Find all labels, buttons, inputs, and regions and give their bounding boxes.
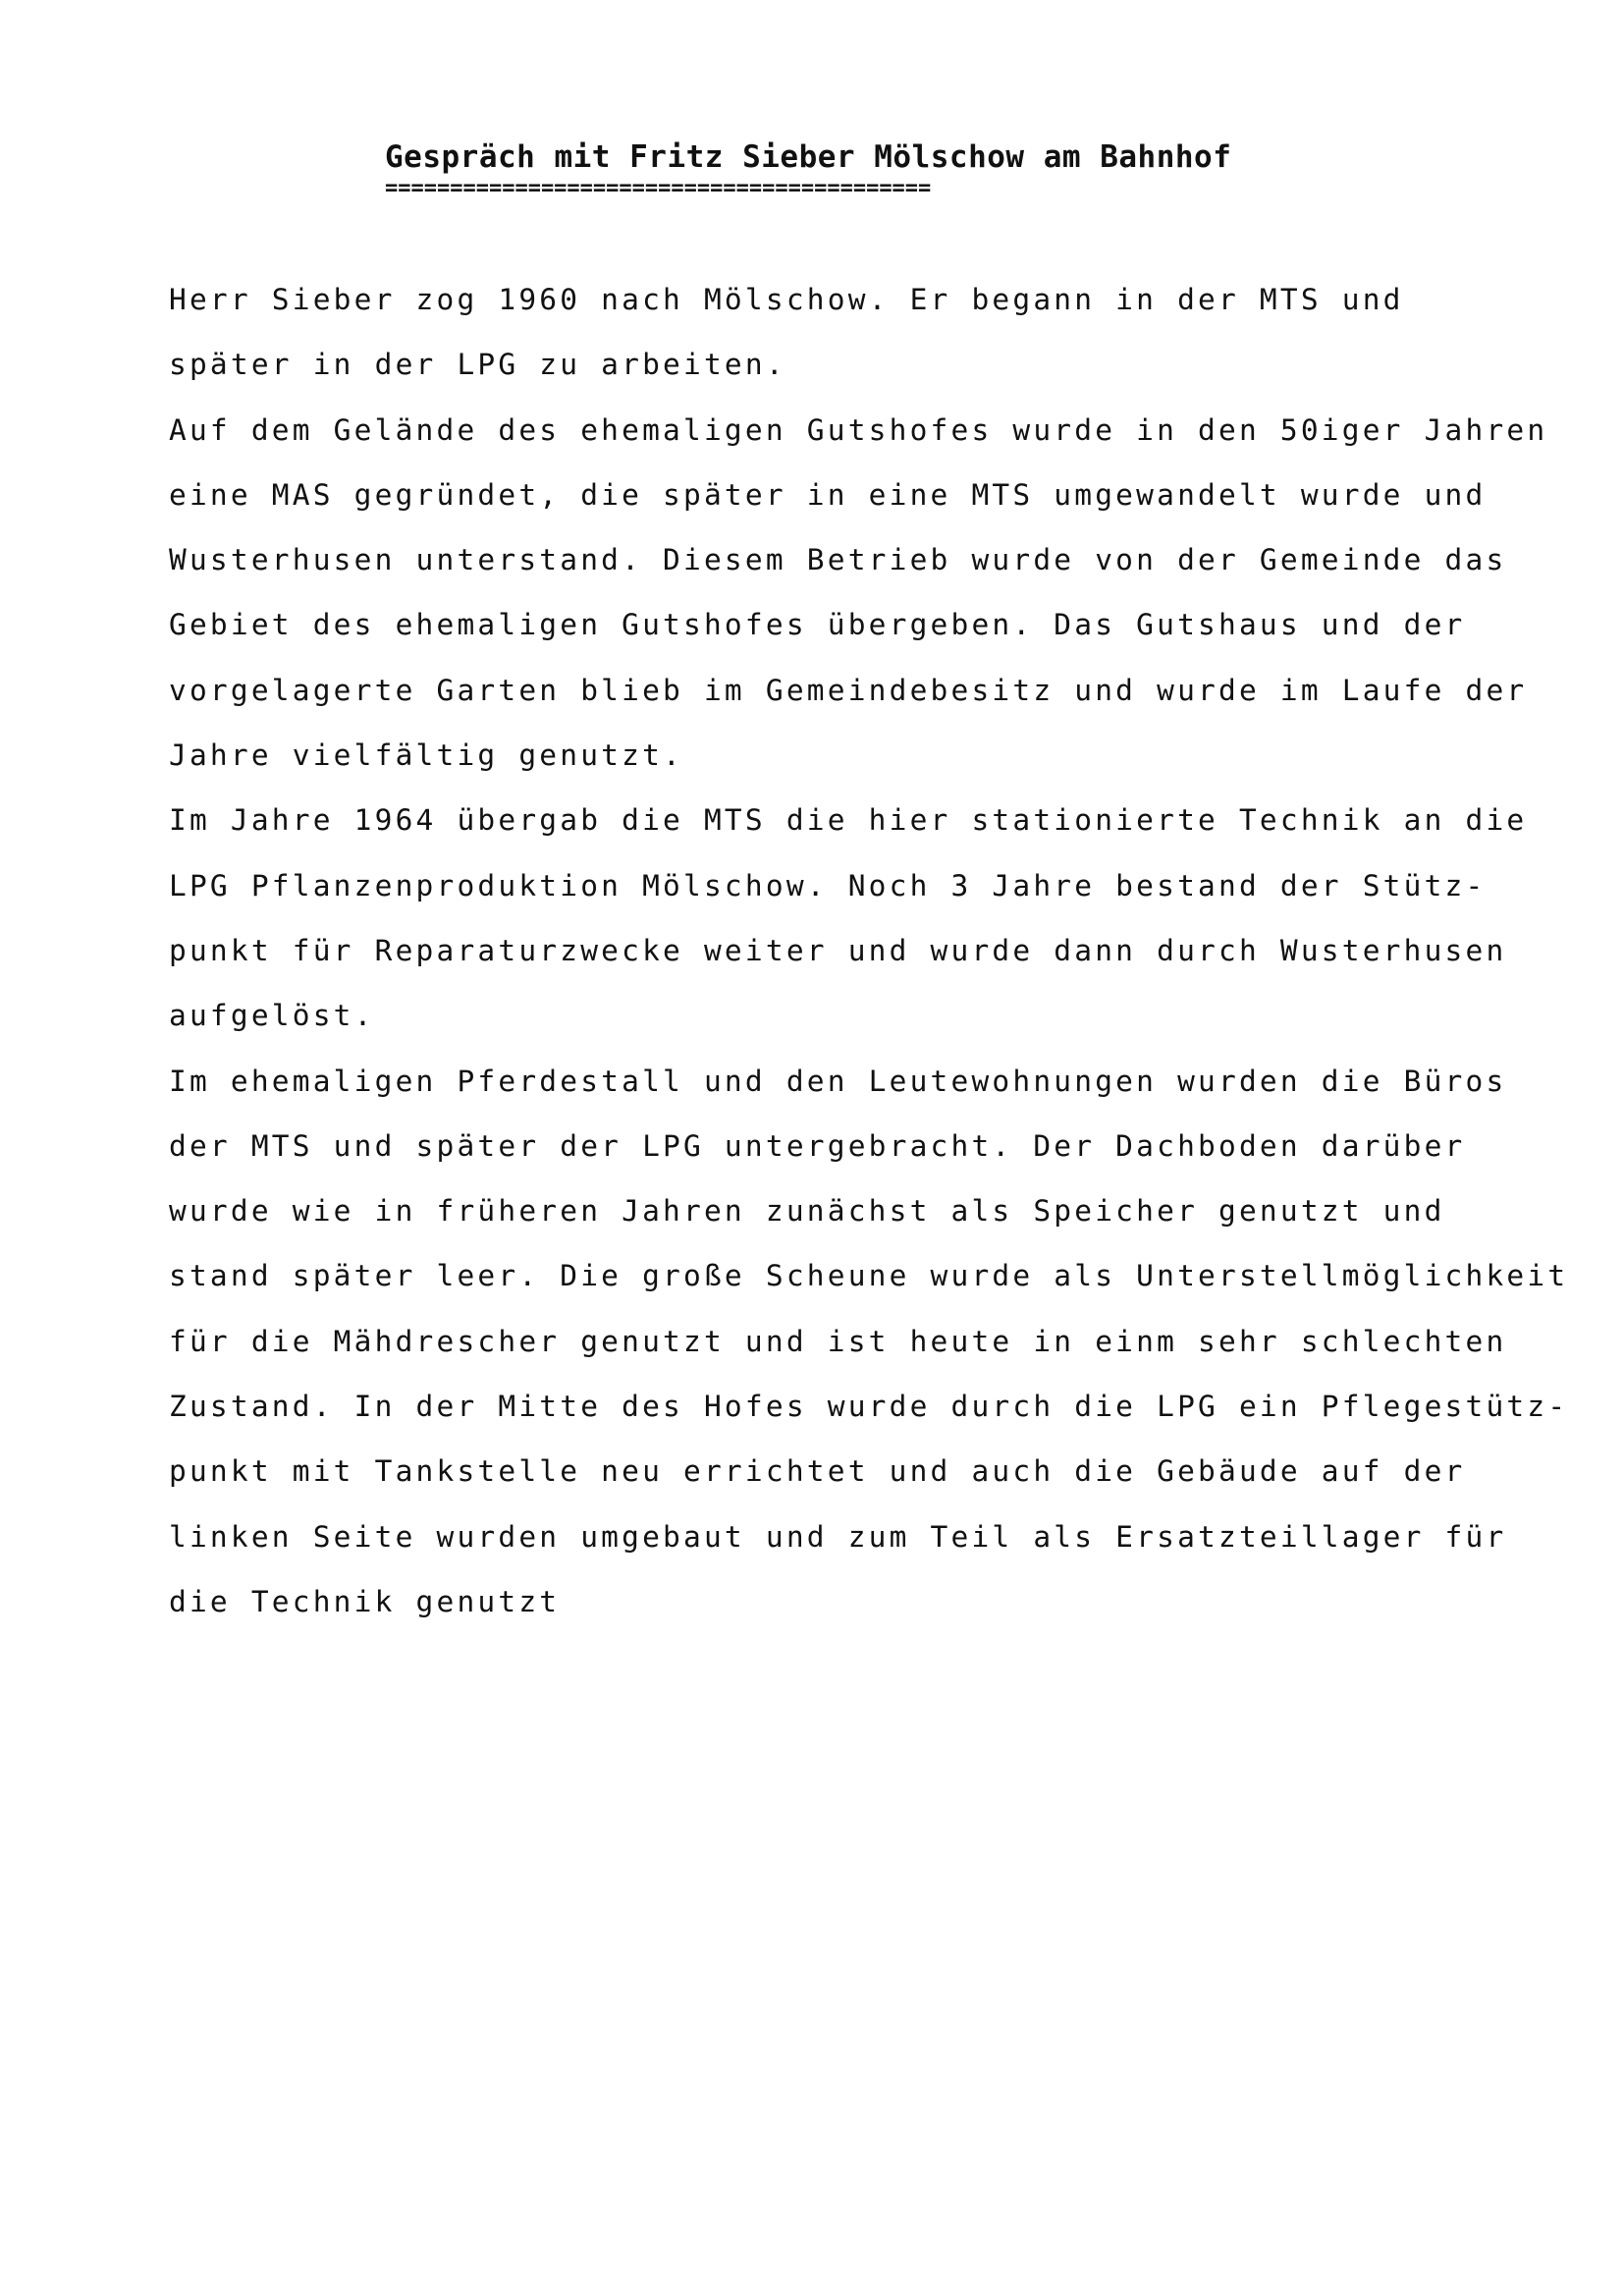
text-line: Auf dem Gelände des ehemaligen Gutshofes wurde in den 50iger Jahren [169, 412, 1548, 447]
text-line: Wusterhusen unterstand. Diesem Betrieb wurde von der Gemeinde das [169, 543, 1507, 577]
text-line: später in der LPG zu arbeiten. [169, 348, 786, 382]
text-line: Gebiet des ehemaligen Gutshofes übergeben. Das Gutshaus und der [169, 608, 1466, 642]
text-line: vorgelagerte Garten blieb im Gemeindebesitz und wurde im Laufe der [169, 673, 1528, 707]
text-line: aufgelöst. [169, 999, 375, 1033]
text-line: linken Seite wurden umgebaut und zum Teil als Ersatzteillager für [169, 1519, 1507, 1554]
text-line: für die Mähdrescher genutzt und ist heute in einm sehr schlechten [169, 1324, 1507, 1358]
document-title: Gespräch mit Fritz Sieber Mölschow am Bahnhof [385, 139, 1232, 175]
text-line: Im Jahre 1964 übergab die MTS die hier stationierte Technik an die [169, 803, 1528, 838]
text-line: Jahre vielfältig genutzt. [169, 738, 684, 773]
document-body [169, 267, 1569, 1634]
text-line: wurde wie in früheren Jahren zunächst als Speicher genutzt und [169, 1194, 1445, 1229]
text-line: Im ehemaligen Pferdestall und den Leutewohnungen wurden die Büros [169, 1064, 1507, 1098]
text-line: Zustand. In der Mitte des Hofes wurde durch die LPG ein Pflegestütz- [169, 1390, 1569, 1424]
text-line: stand später leer. Die große Scheune wurde als Unterstellmöglichkeit [169, 1259, 1569, 1293]
text-line: LPG Pflanzenproduktion Mölschow. Noch 3 Jahre bestand der Stütz- [169, 868, 1487, 902]
text-line: punkt mit Tankstelle neu errichtet und auch die Gebäude auf der [169, 1454, 1466, 1489]
text-line: der MTS und später der LPG untergebracht. Der Dachboden darüber [169, 1128, 1466, 1163]
text-line: die Technik genutzt [169, 1584, 561, 1618]
text-line: Herr Sieber zog 1960 nach Mölschow. Er begann in der MTS und [169, 283, 1404, 316]
title-underline: ========================================== [385, 176, 932, 200]
text-line: eine MAS gegründet, die später in eine MTS umgewandelt wurde und [169, 477, 1487, 512]
text-line: punkt für Reparaturzwecke weiter und wurde dann durch Wusterhusen [169, 933, 1507, 967]
